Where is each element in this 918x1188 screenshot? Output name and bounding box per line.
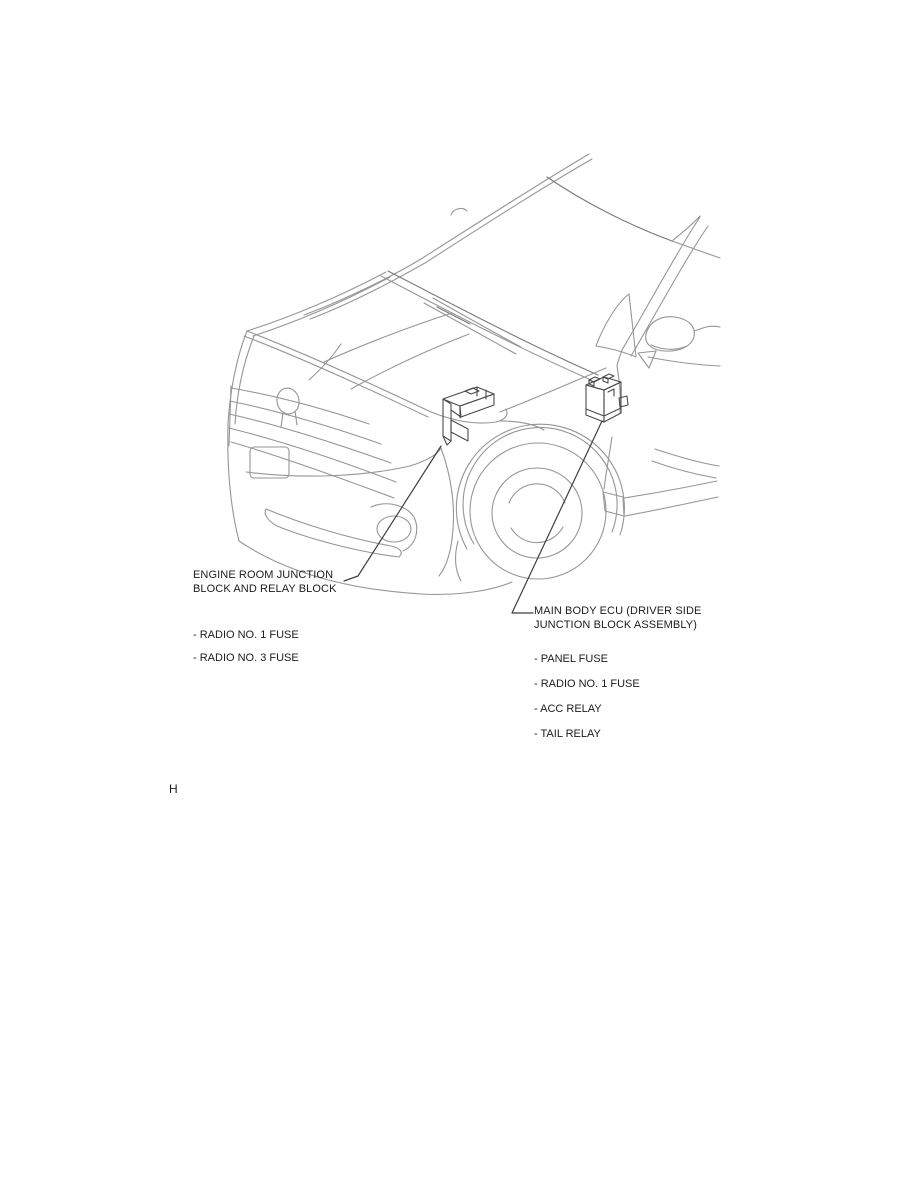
- fuse-list-item: - PANEL FUSE: [534, 653, 608, 665]
- main-body-ecu-callout: [534, 604, 701, 632]
- callout-label-line: MAIN BODY ECU (DRIVER SIDE: [534, 605, 702, 617]
- leader-line-main-body-ecu: [512, 421, 602, 613]
- front-wheel: [456, 424, 625, 581]
- fuse-list-item: - RADIO NO. 3 FUSE: [193, 652, 299, 664]
- main-body-ecu-fuse-relay-list: [534, 653, 640, 753]
- fuse-list-item: - RADIO NO. 1 FUSE: [534, 678, 640, 690]
- callout-label-line: ENGINE ROOM JUNCTION: [193, 569, 334, 581]
- fuse-list-item: - RADIO NO. 1 FUSE: [193, 629, 299, 641]
- page-revision-mark: H: [169, 782, 178, 796]
- main-body-ecu-icon: [586, 374, 628, 422]
- fuse-list-item: - TAIL RELAY: [534, 728, 601, 740]
- car-body-outline: [228, 154, 720, 594]
- engine-room-junction-block-callout: [193, 568, 337, 596]
- engine-room-junction-block-icon: [443, 387, 494, 445]
- callout-label-line: JUNCTION BLOCK ASSEMBLY): [534, 619, 697, 631]
- engine-room-junction-block-fuse-list: [193, 629, 299, 675]
- callout-label-line: BLOCK AND RELAY BLOCK: [193, 583, 337, 595]
- fuse-list-item: - ACC RELAY: [534, 703, 602, 715]
- leader-line-engine-room: [344, 446, 441, 581]
